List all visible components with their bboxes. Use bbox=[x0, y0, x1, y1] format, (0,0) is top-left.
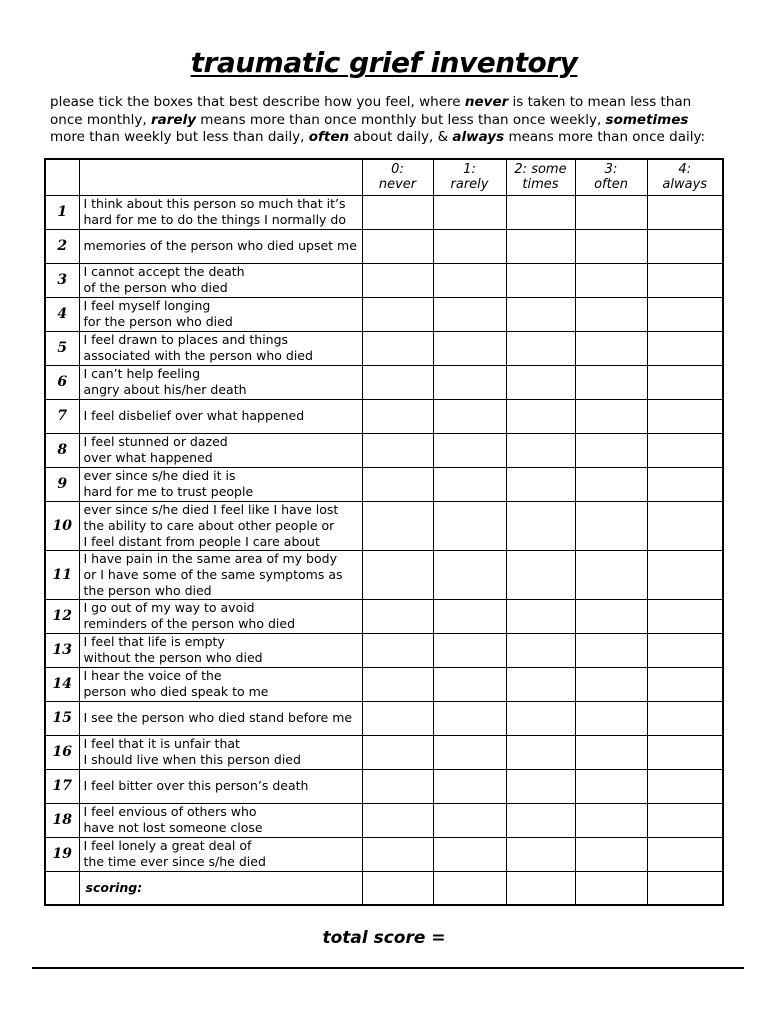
tick-box-always[interactable] bbox=[647, 229, 723, 263]
tick-box-always[interactable] bbox=[647, 667, 723, 701]
item-number: 6 bbox=[45, 365, 79, 399]
item-statement-line: hard for me to do the things I normally do bbox=[83, 212, 346, 227]
tick-box-often[interactable] bbox=[575, 263, 647, 297]
table-row bbox=[45, 467, 723, 501]
item-statement-line: I feel envious of others who bbox=[83, 804, 257, 819]
header-label: 4: bbox=[678, 162, 692, 178]
item-statement-line: I cannot accept the death bbox=[83, 264, 245, 279]
table-row bbox=[45, 297, 723, 331]
tick-box-sometimes[interactable] bbox=[506, 837, 575, 871]
tick-box-often[interactable] bbox=[575, 550, 647, 599]
item-number: 4 bbox=[45, 297, 79, 331]
item-statement-line: I feel myself longing bbox=[83, 298, 211, 313]
table-row bbox=[45, 667, 723, 701]
item-statement-line: I feel disbelief over what happened bbox=[83, 408, 305, 423]
tick-box-sometimes[interactable] bbox=[506, 599, 575, 633]
item-statement-line: person who died speak to me bbox=[83, 684, 269, 699]
table-row bbox=[45, 331, 723, 365]
instructions-text: once monthly, bbox=[50, 111, 151, 128]
tick-box-sometimes[interactable] bbox=[506, 701, 575, 735]
item-statement-line: of the person who died bbox=[83, 280, 228, 295]
tick-box-rarely[interactable] bbox=[433, 550, 506, 599]
tick-box-never[interactable] bbox=[362, 331, 433, 365]
item-number: 19 bbox=[45, 837, 79, 871]
tick-box-rarely[interactable] bbox=[433, 433, 506, 467]
scoring-number-cell bbox=[45, 871, 79, 905]
tick-box-never[interactable] bbox=[362, 229, 433, 263]
item-statement-line: I can’t help feeling bbox=[83, 366, 201, 381]
item-number: 12 bbox=[45, 599, 79, 633]
header-rarely bbox=[433, 159, 506, 195]
instructions-text: means more than once daily: bbox=[504, 129, 706, 145]
item-statement bbox=[79, 365, 362, 399]
tick-box-rarely[interactable] bbox=[433, 769, 506, 803]
item-number: 10 bbox=[45, 501, 79, 550]
header-label: often bbox=[594, 177, 628, 193]
table-row bbox=[45, 837, 723, 871]
item-statement-line: I feel that life is empty bbox=[83, 634, 225, 649]
item-statement-line: associated with the person who died bbox=[83, 348, 313, 363]
tick-box-always[interactable] bbox=[647, 599, 723, 633]
item-number: 11 bbox=[45, 550, 79, 599]
tick-box-sometimes[interactable] bbox=[506, 331, 575, 365]
header-label: always bbox=[662, 177, 708, 193]
tick-box-never[interactable] bbox=[362, 599, 433, 633]
tick-box-rarely[interactable] bbox=[433, 229, 506, 263]
header-always bbox=[647, 159, 723, 195]
item-statement bbox=[79, 263, 362, 297]
item-statement bbox=[79, 633, 362, 667]
tick-box-sometimes[interactable] bbox=[506, 365, 575, 399]
item-statement-line: I go out of my way to avoid bbox=[83, 600, 255, 615]
tick-box-never[interactable] bbox=[362, 467, 433, 501]
header-often bbox=[575, 159, 647, 195]
tick-box-rarely[interactable] bbox=[433, 263, 506, 297]
tick-box-never[interactable] bbox=[362, 365, 433, 399]
header-label: 3: bbox=[604, 162, 618, 178]
tick-box-always[interactable] bbox=[647, 501, 723, 550]
instructions-text: more than weekly but less than daily, bbox=[50, 129, 309, 145]
item-number: 8 bbox=[45, 433, 79, 467]
tick-box-always[interactable] bbox=[647, 433, 723, 467]
instructions-text: means more than once monthly but less than once weekly, bbox=[196, 111, 606, 128]
tick-box-rarely[interactable] bbox=[433, 365, 506, 399]
item-statement-line: I have pain in the same area of my body bbox=[83, 550, 337, 566]
tick-box-never[interactable] bbox=[362, 433, 433, 467]
keyword-sometimes: sometimes bbox=[605, 111, 689, 128]
table-header-row bbox=[45, 159, 723, 195]
tick-box-always[interactable] bbox=[647, 331, 723, 365]
tick-box-always[interactable] bbox=[647, 701, 723, 735]
header-sometimes bbox=[506, 159, 575, 195]
header-label: times bbox=[522, 177, 559, 193]
table-row bbox=[45, 263, 723, 297]
tick-box-sometimes[interactable] bbox=[506, 667, 575, 701]
item-statement bbox=[79, 837, 362, 871]
tick-box-sometimes[interactable] bbox=[506, 229, 575, 263]
table-row bbox=[45, 769, 723, 803]
item-number: 13 bbox=[45, 633, 79, 667]
item-statement-line: I feel bitter over this person’s death bbox=[83, 778, 309, 793]
header-label: 1: bbox=[463, 162, 476, 178]
tick-box-always[interactable] bbox=[647, 769, 723, 803]
tick-box-sometimes[interactable] bbox=[506, 433, 575, 467]
tick-box-never[interactable] bbox=[362, 297, 433, 331]
tick-box-often[interactable] bbox=[575, 599, 647, 633]
tick-box-always[interactable] bbox=[647, 633, 723, 667]
header-label: 2: some bbox=[514, 162, 567, 178]
tick-box-never[interactable] bbox=[362, 633, 433, 667]
item-statement bbox=[79, 701, 362, 735]
tick-box-never[interactable] bbox=[362, 263, 433, 297]
item-number: 7 bbox=[45, 399, 79, 433]
tick-box-always[interactable] bbox=[647, 837, 723, 871]
item-number: 16 bbox=[45, 735, 79, 769]
tick-box-often[interactable] bbox=[575, 769, 647, 803]
item-statement bbox=[79, 297, 362, 331]
tick-box-rarely[interactable] bbox=[433, 331, 506, 365]
instructions-line-3 bbox=[50, 129, 740, 147]
item-number: 15 bbox=[45, 701, 79, 735]
item-statement-line: the time ever since s/he died bbox=[83, 854, 266, 869]
item-statement-line: I feel drawn to places and things bbox=[83, 332, 289, 347]
tick-box-rarely[interactable] bbox=[433, 501, 506, 550]
item-statement-line: or I have some of the same symptoms as bbox=[83, 566, 343, 582]
instructions-text: about daily, & bbox=[349, 129, 453, 145]
item-statement-line: I see the person who died stand before me bbox=[83, 710, 353, 725]
tick-box-rarely[interactable] bbox=[433, 735, 506, 769]
header-label: rarely bbox=[450, 177, 489, 193]
table-row bbox=[45, 229, 723, 263]
tick-box-rarely[interactable] bbox=[433, 297, 506, 331]
item-statement bbox=[79, 501, 362, 550]
item-statement-line: I hear the voice of the bbox=[83, 668, 222, 683]
tick-box-sometimes[interactable] bbox=[506, 297, 575, 331]
tick-box-always[interactable] bbox=[647, 735, 723, 769]
tick-box-often[interactable] bbox=[575, 501, 647, 550]
tick-box-always[interactable] bbox=[647, 467, 723, 501]
item-statement-line: have not lost someone close bbox=[83, 820, 263, 835]
header-number-cell bbox=[45, 159, 79, 195]
item-statement bbox=[79, 803, 362, 837]
item-statement bbox=[79, 667, 362, 701]
instructions-line-1 bbox=[50, 94, 740, 112]
tick-box-sometimes[interactable] bbox=[506, 467, 575, 501]
item-statement bbox=[79, 769, 362, 803]
item-statement bbox=[79, 735, 362, 769]
item-statement bbox=[79, 550, 362, 599]
tick-box-sometimes[interactable] bbox=[506, 633, 575, 667]
signature-line bbox=[32, 967, 744, 969]
tick-box-never[interactable] bbox=[362, 803, 433, 837]
tick-box-often[interactable] bbox=[575, 633, 647, 667]
tick-box-never[interactable] bbox=[362, 195, 433, 229]
item-statement-line: ever since s/he died I feel like I have lost bbox=[83, 501, 339, 517]
tick-box-often[interactable] bbox=[575, 837, 647, 871]
score-cell-often[interactable] bbox=[575, 871, 647, 905]
header-item-cell bbox=[79, 159, 362, 195]
tick-box-never[interactable] bbox=[362, 550, 433, 599]
tick-box-rarely[interactable] bbox=[433, 599, 506, 633]
item-statement-line: ever since s/he died it is bbox=[83, 468, 236, 483]
header-label: 0: bbox=[391, 162, 404, 178]
tick-box-never[interactable] bbox=[362, 399, 433, 433]
instructions-line-2 bbox=[50, 112, 740, 130]
tick-box-rarely[interactable] bbox=[433, 195, 506, 229]
table-row bbox=[45, 701, 723, 735]
item-statement-line: I feel distant from people I care about bbox=[83, 533, 320, 549]
item-statement bbox=[79, 599, 362, 633]
tick-box-never[interactable] bbox=[362, 769, 433, 803]
tick-box-rarely[interactable] bbox=[433, 467, 506, 501]
tick-box-sometimes[interactable] bbox=[506, 399, 575, 433]
page-title: traumatic grief inventory bbox=[190, 46, 578, 79]
tick-box-rarely[interactable] bbox=[433, 633, 506, 667]
item-number: 14 bbox=[45, 667, 79, 701]
item-statement-line: over what happened bbox=[83, 450, 213, 465]
table-row bbox=[45, 599, 723, 633]
table-row bbox=[45, 399, 723, 433]
tick-box-sometimes[interactable] bbox=[506, 501, 575, 550]
table-row bbox=[45, 633, 723, 667]
tick-box-always[interactable] bbox=[647, 195, 723, 229]
item-number: 17 bbox=[45, 769, 79, 803]
tick-box-sometimes[interactable] bbox=[506, 769, 575, 803]
tick-box-often[interactable] bbox=[575, 331, 647, 365]
table-row bbox=[45, 365, 723, 399]
item-statement bbox=[79, 195, 362, 229]
item-statement-line: without the person who died bbox=[83, 650, 263, 665]
tick-box-rarely[interactable] bbox=[433, 701, 506, 735]
item-statement-line: hard for me to trust people bbox=[83, 484, 254, 499]
tick-box-often[interactable] bbox=[575, 735, 647, 769]
table-row bbox=[45, 433, 723, 467]
item-statement-line: for the person who died bbox=[83, 314, 233, 329]
tick-box-often[interactable] bbox=[575, 195, 647, 229]
tick-box-often[interactable] bbox=[575, 667, 647, 701]
item-number: 2 bbox=[45, 229, 79, 263]
tick-box-never[interactable] bbox=[362, 667, 433, 701]
inventory-table bbox=[44, 158, 724, 906]
keyword-rarely: rarely bbox=[150, 111, 196, 128]
tick-box-often[interactable] bbox=[575, 365, 647, 399]
item-statement-line: I feel that it is unfair that bbox=[83, 736, 240, 751]
tick-box-often[interactable] bbox=[575, 803, 647, 837]
tick-box-always[interactable] bbox=[647, 263, 723, 297]
total-score-label: total score = bbox=[322, 928, 446, 948]
tick-box-always[interactable] bbox=[647, 399, 723, 433]
header-label: never bbox=[378, 177, 417, 193]
item-statement bbox=[79, 399, 362, 433]
header-never bbox=[362, 159, 433, 195]
item-statement-line: I feel lonely a great deal of bbox=[83, 838, 252, 853]
item-statement-line: the person who died bbox=[83, 582, 212, 598]
tick-box-often[interactable] bbox=[575, 399, 647, 433]
scoring-label: scoring: bbox=[79, 871, 362, 905]
tick-box-always[interactable] bbox=[647, 803, 723, 837]
table-row bbox=[45, 195, 723, 229]
score-cell-rarely[interactable] bbox=[433, 871, 506, 905]
tick-box-never[interactable] bbox=[362, 837, 433, 871]
item-statement bbox=[79, 331, 362, 365]
table-row bbox=[45, 501, 723, 550]
tick-box-rarely[interactable] bbox=[433, 803, 506, 837]
tick-box-never[interactable] bbox=[362, 701, 433, 735]
tick-box-often[interactable] bbox=[575, 467, 647, 501]
item-statement-line: reminders of the person who died bbox=[83, 616, 296, 631]
tick-box-often[interactable] bbox=[575, 229, 647, 263]
instructions bbox=[50, 94, 740, 147]
score-cell-never[interactable] bbox=[362, 871, 433, 905]
instructions-text: please tick the boxes that best describe how you feel, where bbox=[50, 94, 465, 110]
item-statement-line: I feel stunned or dazed bbox=[83, 434, 228, 449]
tick-box-always[interactable] bbox=[647, 297, 723, 331]
tick-box-sometimes[interactable] bbox=[506, 195, 575, 229]
score-cell-always[interactable] bbox=[647, 871, 723, 905]
item-number: 9 bbox=[45, 467, 79, 501]
keyword-never: never bbox=[464, 94, 509, 110]
table-row bbox=[45, 803, 723, 837]
tick-box-sometimes[interactable] bbox=[506, 803, 575, 837]
item-statement-line: I should live when this person died bbox=[83, 752, 301, 767]
tick-box-sometimes[interactable] bbox=[506, 735, 575, 769]
tick-box-sometimes[interactable] bbox=[506, 263, 575, 297]
tick-box-sometimes[interactable] bbox=[506, 550, 575, 599]
tick-box-always[interactable] bbox=[647, 365, 723, 399]
item-statement bbox=[79, 433, 362, 467]
keyword-often: often bbox=[308, 129, 350, 145]
keyword-always: always bbox=[452, 129, 505, 145]
tick-box-never[interactable] bbox=[362, 735, 433, 769]
item-number: 18 bbox=[45, 803, 79, 837]
score-cell-sometimes[interactable] bbox=[506, 871, 575, 905]
item-number: 1 bbox=[45, 195, 79, 229]
scoring-row bbox=[45, 871, 723, 905]
item-statement-line: angry about his/her death bbox=[83, 382, 247, 397]
tick-box-often[interactable] bbox=[575, 297, 647, 331]
item-statement bbox=[79, 229, 362, 263]
instructions-text: is taken to mean less than bbox=[508, 94, 692, 110]
item-number: 3 bbox=[45, 263, 79, 297]
table-row bbox=[45, 735, 723, 769]
item-statement-line: memories of the person who died upset me bbox=[83, 238, 357, 253]
item-statement-line: I think about this person so much that it’s bbox=[83, 196, 346, 211]
tick-box-always[interactable] bbox=[647, 550, 723, 599]
tick-box-never[interactable] bbox=[362, 501, 433, 550]
tick-box-often[interactable] bbox=[575, 433, 647, 467]
tick-box-often[interactable] bbox=[575, 701, 647, 735]
tick-box-rarely[interactable] bbox=[433, 837, 506, 871]
item-statement-line: the ability to care about other people or bbox=[83, 517, 335, 533]
tick-box-rarely[interactable] bbox=[433, 667, 506, 701]
table-row bbox=[45, 550, 723, 599]
item-number: 5 bbox=[45, 331, 79, 365]
tick-box-rarely[interactable] bbox=[433, 399, 506, 433]
item-statement bbox=[79, 467, 362, 501]
